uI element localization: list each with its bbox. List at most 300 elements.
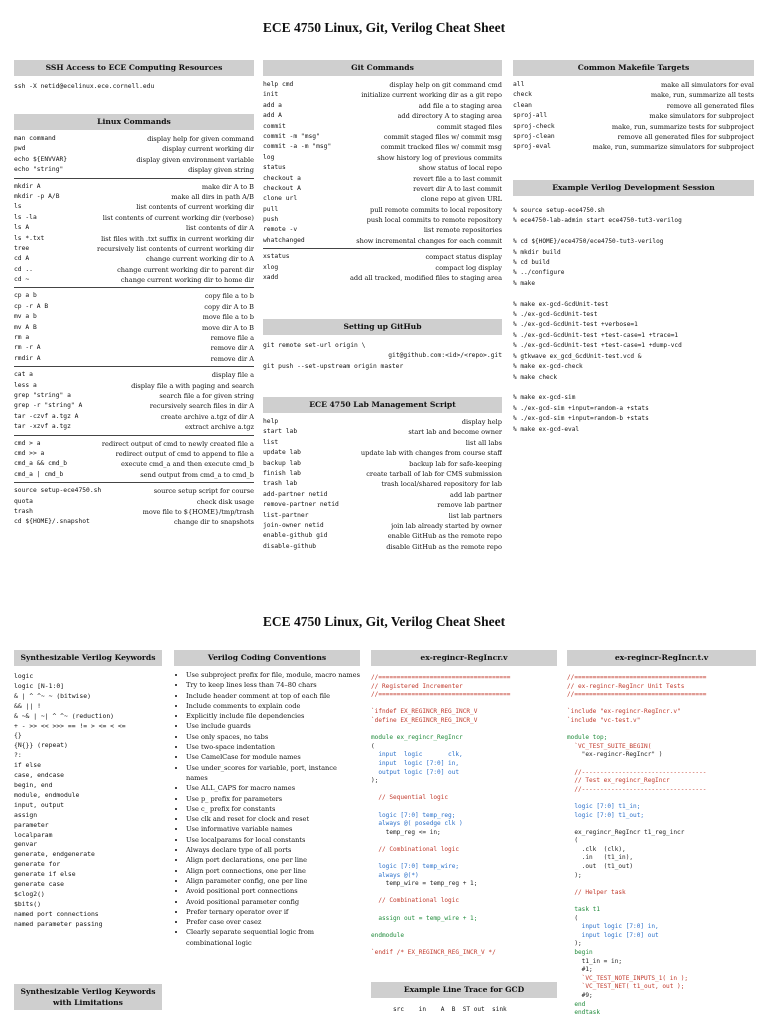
command-text: tar -xzvf a.tgz: [14, 423, 71, 431]
convention-item: • Align port declarations, one per line: [186, 855, 360, 865]
convention-item: • Use c_ prefix for constants: [186, 804, 360, 814]
command-row: [14, 381, 254, 391]
command-text: ls A: [14, 224, 30, 232]
command-text: commit: [263, 122, 286, 130]
command-description: move file a to b: [202, 313, 254, 322]
command-text: help cmd: [263, 81, 294, 88]
code-line: // Combinational logic: [378, 897, 460, 905]
command-row: [14, 370, 254, 380]
code-line: );: [371, 777, 379, 785]
command-description: list remote repositories: [423, 226, 502, 235]
command-description: remove all generated files for subproject: [617, 132, 754, 141]
command-row: [14, 134, 254, 144]
command-row: [513, 111, 754, 121]
command-description: create archive a.tgz of dir A: [160, 412, 254, 421]
command-description: display given environment variable: [136, 155, 254, 164]
ssh-section: [14, 60, 254, 92]
section-header: Synthesizable Verilog Keywords: [14, 650, 162, 666]
code-line: `VC_TEST_NET( t1_out, out );: [581, 983, 685, 991]
command-row: [263, 469, 502, 479]
command-text: start lab: [263, 428, 298, 436]
command-description: join lab already started by owner: [391, 521, 502, 530]
code-line: (: [574, 914, 579, 922]
code-line: `endif /* EX_REGINCR_REG_INCR_V */: [371, 949, 496, 956]
code-line: // Test ex_regincr_RegIncr: [574, 777, 670, 785]
code-line: input logic [7:0] in,: [378, 759, 460, 767]
section-header: Example Verilog Development Session: [513, 180, 754, 196]
command-text: sproj-check: [513, 122, 555, 130]
command-group: [263, 80, 502, 249]
command-text: clone url: [263, 195, 298, 203]
command-description: search file a for given string: [159, 391, 254, 400]
command-description: remove all generated files: [666, 101, 754, 110]
command-description: execute cmd_a and then execute cmd_b: [120, 460, 254, 469]
command-row: [14, 234, 254, 244]
command-text: echo ${ENVVAR}: [14, 155, 68, 163]
command-text: checkout a: [263, 174, 301, 182]
convention-item: • Use two-space indentation: [186, 742, 360, 752]
command-description: make, run, summarize all tests: [650, 91, 754, 100]
command-row: [14, 302, 254, 312]
conventions-section: [174, 650, 360, 948]
command-row: [263, 153, 502, 163]
command-row: [14, 391, 254, 401]
command-text: quota: [14, 497, 33, 505]
trace-columns: src in A B ST out sink: [393, 1006, 507, 1013]
code-line: #9;: [581, 991, 593, 999]
convention-item: • Try to keep lines less than 74–80 chars: [186, 680, 360, 690]
command-row: [14, 507, 254, 517]
code-line: #1;: [581, 966, 593, 974]
command-text: init: [263, 91, 279, 99]
code-line: assign out = temp_wire + 1;: [378, 914, 478, 922]
code-line: input logic [7:0] in,: [581, 923, 659, 931]
command-row: [14, 275, 254, 285]
command-description: show incremental changes for each commit: [356, 236, 502, 245]
command-text: update lab: [263, 449, 301, 457]
code-line: //====================================: [371, 691, 511, 699]
convention-item: • Use clk and reset for clock and reset: [186, 814, 360, 824]
convention-item: • Use include guards: [186, 721, 360, 731]
code-line: logic [7:0] temp_reg;: [378, 811, 456, 819]
command-description: display help for given command: [147, 135, 254, 143]
command-description: make all dirs in path A/B: [171, 192, 254, 201]
command-description: compact status display: [425, 253, 502, 262]
command-row: [14, 155, 254, 165]
code-line: // ex-regincr-RegIncr Unit Tests: [567, 682, 685, 690]
command-row: [14, 412, 254, 422]
keywords-section: [14, 650, 162, 930]
code-line: always @( posedge clk ): [378, 820, 463, 828]
command-description: make all simulators for eval: [660, 81, 754, 89]
regincr-code: [371, 674, 557, 958]
command-text: add A: [263, 112, 282, 120]
command-text: log: [263, 153, 275, 161]
command-description: send output from cmd_a to cmd_b: [140, 470, 254, 479]
command-text: enable-github gid: [263, 532, 328, 540]
command-description: create tarball of lab for CMS submission: [366, 469, 502, 478]
command-text: help: [263, 418, 279, 425]
command-row: [263, 236, 502, 246]
command-description: extract archive a.tgz: [184, 423, 254, 432]
command-description: source setup script for course: [153, 487, 254, 496]
command-row: [14, 354, 254, 364]
command-row: [263, 184, 502, 194]
session-code: % source setup-ece4750.sh % ece4750-lab-admin start ece4750-tut3-verilog % cd ${HOME}/ece4750/ece4750-tut3-verilog % mkdir build % cd build % ../configure % make % make ex-gcd-GcdUnit-test % ./ex-gcd-GcdUnit-test % ./ex-gcd-GcdUnit-test +verbose=1 % ./ex-gcd-GcdUnit-test +test-case=1 +trace=1 % ./ex-gcd-GcdUnit-test +test-case=1 +dump-vcd % gtkwave ex_gcd_GcdUnit-test.vcd & % make ex-gcd-check % make check % make ex-gcd-sim % ./ex-gcd-sim +input=random-a +stats % ./ex-gcd-sim +input=random-b +stats % make ex-gcd-eval: [513, 207, 682, 433]
command-text: finish lab: [263, 469, 301, 477]
command-text: ls -la: [14, 213, 37, 221]
code-line: endtask: [567, 1009, 601, 1017]
command-row: [263, 542, 502, 552]
make-targets-list: [513, 80, 754, 153]
convention-item: • Prefer ternary operator over if: [186, 907, 360, 917]
command-row: [14, 291, 254, 301]
command-text: less a: [14, 381, 37, 389]
command-description: make, run, summarize simulators for subproject: [592, 143, 754, 152]
command-description: enable GitHub as the remote repo: [387, 532, 502, 541]
command-description: start lab and become owner: [408, 428, 502, 437]
conventions-list: [174, 670, 360, 948]
convention-item: • Use p_ prefix for parameters: [186, 794, 360, 804]
command-row: [14, 213, 254, 223]
code-line: .clk (clk),: [581, 845, 626, 853]
command-description: list all labs: [465, 438, 502, 447]
command-row: [14, 323, 254, 333]
command-description: revert file a to last commit: [413, 174, 502, 183]
command-text: cat a: [14, 371, 33, 379]
command-description: remove dir A: [210, 354, 254, 363]
github-line: git@github.com:<id>/<repo>.git: [388, 352, 502, 360]
command-description: display help on git command cmd: [389, 81, 502, 89]
command-text: man command: [14, 135, 56, 142]
command-description: commit staged files: [436, 122, 502, 131]
code-line: // Sequential logic: [378, 794, 449, 802]
code-line: ex_regincr_RegIncr t1_reg_incr: [574, 828, 685, 836]
section-header: Common Makefile Targets: [513, 60, 754, 76]
code-line: //----------------------------------: [574, 785, 707, 793]
command-row: [263, 194, 502, 204]
convention-item: • Align parameter config, one per line: [186, 876, 360, 886]
command-row: [14, 401, 254, 411]
github-section: [263, 319, 502, 372]
command-text: xadd: [263, 274, 279, 282]
section-header: Example Line Trace for GCD: [371, 982, 557, 998]
command-text: cd ${HOME}/.snapshot: [14, 518, 90, 526]
command-description: move file to ${HOME}/tmp/trash: [142, 507, 254, 516]
command-description: redirect output of cmd to newly created file a: [101, 439, 254, 448]
command-description: add directory A to staging area: [397, 112, 502, 121]
command-row: [263, 500, 502, 510]
command-description: list lab partners: [448, 511, 502, 520]
command-text: sproj-eval: [513, 143, 551, 151]
command-description: change current working dir to A: [146, 255, 254, 264]
command-text: remote -v: [263, 226, 298, 234]
section-header: ex-regincr-RegIncr.v: [371, 650, 557, 666]
code-line: `ifndef EX_REGINCR_REG_INCR_V: [371, 708, 478, 716]
command-text: rm -r A: [14, 344, 41, 352]
section-header: SSH Access to ECE Computing Resources: [14, 60, 254, 76]
section-header: ECE 4750 Lab Management Script: [263, 397, 502, 413]
command-group: [263, 252, 502, 285]
command-description: redirect output of cmd to append to file a: [115, 449, 254, 458]
code-line: `include "vc-test.v": [567, 716, 641, 724]
code-line: module top;: [567, 734, 608, 742]
command-row: [14, 422, 254, 432]
command-row: [263, 438, 502, 448]
command-description: list files with .txt suffix in current working dir: [101, 234, 254, 243]
command-text: status: [263, 164, 286, 172]
command-row: [14, 223, 254, 233]
command-text: add a: [263, 101, 282, 109]
command-row: [14, 486, 254, 496]
code-line: end: [574, 1000, 586, 1008]
command-text: cd A: [14, 255, 30, 263]
command-description: copy dir A to B: [204, 302, 254, 311]
command-text: xstatus: [263, 253, 290, 261]
command-description: push local commits to remote repository: [366, 216, 502, 225]
code-line: `VC_TEST_SUITE_BEGIN(: [574, 742, 652, 750]
command-row: [263, 531, 502, 541]
convention-item: • Use informative variable names: [186, 824, 360, 834]
convention-item: • Use only spaces, no tabs: [186, 732, 360, 742]
command-text: pwd: [14, 145, 26, 153]
command-description: pull remote commits to local repository: [370, 205, 502, 214]
code-line: output logic [7:0] out: [378, 768, 460, 776]
command-text: backup lab: [263, 459, 301, 467]
command-row: [14, 517, 254, 527]
convention-item: • Avoid positional port connections: [186, 886, 360, 896]
page-title: ECE 4750 Linux, Git, Verilog Cheat Sheet: [262, 614, 506, 629]
code-line: // Registered Incrementer: [371, 682, 463, 690]
command-text: xlog: [263, 263, 279, 271]
code-line: begin: [574, 949, 593, 956]
command-description: add lab partner: [449, 490, 502, 499]
command-description: list contents of current working dir (verbose): [102, 213, 254, 222]
command-text: rmdir A: [14, 354, 41, 362]
command-description: display file a with paging and search: [131, 381, 254, 390]
command-row: [263, 80, 502, 90]
command-row: [263, 511, 502, 521]
command-text: add-partner netid: [263, 490, 328, 498]
command-text: check: [513, 91, 532, 99]
code-line: input logic [7:0] out: [581, 931, 659, 939]
code-line: endmodule: [371, 931, 405, 939]
code-line: //====================================: [567, 674, 707, 681]
regincr-test-section: [567, 650, 756, 1018]
linux-section: [14, 114, 254, 533]
code-line: // Combinational logic: [378, 845, 460, 853]
command-row: [263, 427, 502, 437]
command-description: recursively list contents of current working dir: [97, 244, 254, 253]
command-description: display help: [461, 418, 502, 426]
command-text: cp a b: [14, 292, 37, 300]
command-description: initialize current working dir as a git repo: [361, 91, 502, 100]
labscript-list: [263, 417, 502, 552]
command-row: [14, 265, 254, 275]
convention-item: • Use ALL_CAPS for macro names: [186, 783, 360, 793]
command-row: [263, 142, 502, 152]
command-row: [263, 479, 502, 489]
git-section: [263, 60, 502, 288]
keywords-list: logic logic [N-1:0] & | ^ ^~ ~ (bitwise) && || ! & ~& | ~| ^ ^~ (reduction) + - >> << >>> == != > <= < <= {} {N{}} (repeat) ?: if else case, endcase begin, end module, endmodule input, output assign parameter localparam genvar generate, endgenerate generate for generate if else generate case $clog2() $bits() named port connections named parameter passing: [14, 672, 126, 928]
section-header: Synthesizable Verilog Keywords with Limitations: [14, 984, 162, 1010]
command-description: display file a: [211, 371, 254, 380]
linux-commands-list: [14, 134, 254, 530]
convention-item: • Include header comment at top of each file: [186, 691, 360, 701]
code-line: );: [574, 871, 582, 879]
command-text: cd ~: [14, 276, 30, 284]
code-line: //====================================: [371, 674, 511, 681]
section-header: Git Commands: [263, 60, 502, 76]
command-text: pull: [263, 205, 279, 213]
code-line: .out (t1_out): [581, 863, 634, 871]
section-header: Verilog Coding Conventions: [174, 650, 360, 666]
code-line: //----------------------------------: [574, 768, 707, 776]
convention-item: • Use localparams for local constants: [186, 835, 360, 845]
command-text: sproj-clean: [513, 132, 555, 140]
command-text: grep "string" a: [14, 391, 71, 399]
code-line: (: [574, 837, 579, 845]
command-row: [263, 174, 502, 184]
command-description: list contents of dir A: [185, 224, 254, 233]
command-row: [263, 111, 502, 121]
command-description: make, run, summarize tests for subproject: [611, 122, 754, 131]
command-description: add file a to staging area: [418, 101, 502, 110]
command-text: mkdir -p A/B: [14, 192, 60, 200]
command-text: list-partner: [263, 511, 309, 519]
command-text: all: [513, 81, 525, 88]
command-row: [14, 439, 254, 449]
command-row: [513, 90, 754, 100]
command-row: [263, 252, 502, 262]
command-row: [263, 490, 502, 500]
github-line: git remote set-url origin \: [263, 342, 366, 349]
command-text: commit -a -m "msg": [263, 143, 332, 151]
command-row: [513, 101, 754, 111]
command-description: display given string: [188, 166, 254, 175]
command-row: [14, 497, 254, 507]
command-text: mv A B: [14, 323, 37, 331]
convention-item: • Avoid positional parameter config: [186, 897, 360, 907]
command-text: commit -m "msg": [263, 132, 320, 140]
command-row: [14, 470, 254, 480]
code-line: logic [7:0] t1_in;: [574, 802, 641, 810]
command-description: list contents of current working dir: [136, 203, 254, 212]
section-header: ex-regincr-RegIncr.t.v: [567, 650, 756, 666]
convention-item: • Clearly separate sequential logic from combinational logic: [186, 927, 360, 948]
convention-item: • Prefer case over casez: [186, 917, 360, 927]
command-group: [14, 486, 254, 530]
command-text: mv a b: [14, 313, 37, 321]
command-description: show history log of previous commits: [377, 153, 502, 162]
command-row: [263, 215, 502, 225]
command-text: cd ..: [14, 265, 33, 273]
labscript-section: [263, 397, 502, 552]
convention-item: • Use CamelCase for module names: [186, 752, 360, 762]
command-text: checkout A: [263, 184, 301, 192]
command-description: make simulators for subproject: [649, 112, 754, 121]
command-description: change current working dir to parent dir: [117, 265, 254, 274]
command-text: trash lab: [263, 480, 298, 488]
code-line: input logic clk,: [378, 751, 463, 759]
convention-item: • Align port connections, one per line: [186, 866, 360, 876]
command-group: [14, 370, 254, 435]
command-text: tree: [14, 244, 30, 252]
command-row: [14, 254, 254, 264]
command-description: show status of local repo: [418, 164, 502, 173]
command-row: [14, 165, 254, 175]
code-line: logic [7:0] temp_wire;: [378, 863, 460, 871]
command-row: [14, 459, 254, 469]
command-row: [14, 449, 254, 459]
command-text: list: [263, 438, 279, 446]
command-description: disable GitHub as the remote repo: [386, 542, 502, 551]
command-row: [513, 132, 754, 142]
command-description: display current working dir: [162, 145, 254, 154]
command-description: change dir to snapshots: [173, 518, 254, 527]
code-line: `include "ex-regincr-RegIncr.v": [567, 708, 681, 716]
command-text: tar -czvf a.tgz A: [14, 412, 79, 420]
command-row: [513, 80, 754, 90]
make-section: [513, 60, 754, 153]
command-text: clean: [513, 101, 532, 109]
command-description: make dir A to B: [201, 182, 254, 191]
command-row: [263, 205, 502, 215]
convention-item: • Always declare type of all ports: [186, 845, 360, 855]
command-row: [513, 142, 754, 152]
page-title: ECE 4750 Linux, Git, Verilog Cheat Sheet: [262, 20, 506, 35]
command-description: update lab with changes from course staff: [360, 449, 502, 458]
ssh-command: ssh -X netid@ecelinux.ece.cornell.edu: [14, 83, 155, 90]
command-text: push: [263, 216, 279, 224]
command-row: [263, 417, 502, 427]
command-row: [263, 90, 502, 100]
command-row: [14, 244, 254, 254]
command-text: trash: [14, 507, 33, 515]
command-row: [263, 459, 502, 469]
command-description: check disk usage: [196, 497, 254, 506]
command-text: grep -r "string" A: [14, 402, 83, 410]
command-text: mkdir A: [14, 182, 41, 190]
command-row: [263, 163, 502, 173]
keywords-limited-section: [14, 984, 162, 1010]
command-description: remove dir A: [210, 344, 254, 353]
regincr-test-code: [567, 674, 756, 1018]
command-text: ls *.txt: [14, 234, 45, 242]
convention-item: • Use under_scores for variable, port, instance names: [186, 763, 360, 784]
code-line: `VC_TEST_NOTE_INPUTS_1( in );: [581, 974, 689, 982]
command-row: [263, 132, 502, 142]
code-line: .in (t1_in),: [581, 854, 634, 862]
command-text: cmd > a: [14, 439, 41, 447]
command-row: [263, 273, 502, 283]
code-line: );: [574, 940, 582, 948]
command-row: [14, 182, 254, 192]
command-description: copy file a to b: [204, 292, 254, 301]
command-description: move dir A to B: [202, 323, 254, 332]
command-row: [14, 312, 254, 322]
command-text: cp -r A B: [14, 302, 49, 310]
command-row: [263, 122, 502, 132]
command-description: backup lab for safe-keeping: [409, 459, 502, 468]
code-line: logic [7:0] t1_out;: [574, 811, 645, 819]
code-line: task t1: [574, 906, 601, 914]
command-description: trash local/shared repository for lab: [381, 480, 502, 489]
command-row: [14, 343, 254, 353]
section-header: Linux Commands: [14, 114, 254, 130]
command-row: [513, 122, 754, 132]
command-row: [263, 521, 502, 531]
